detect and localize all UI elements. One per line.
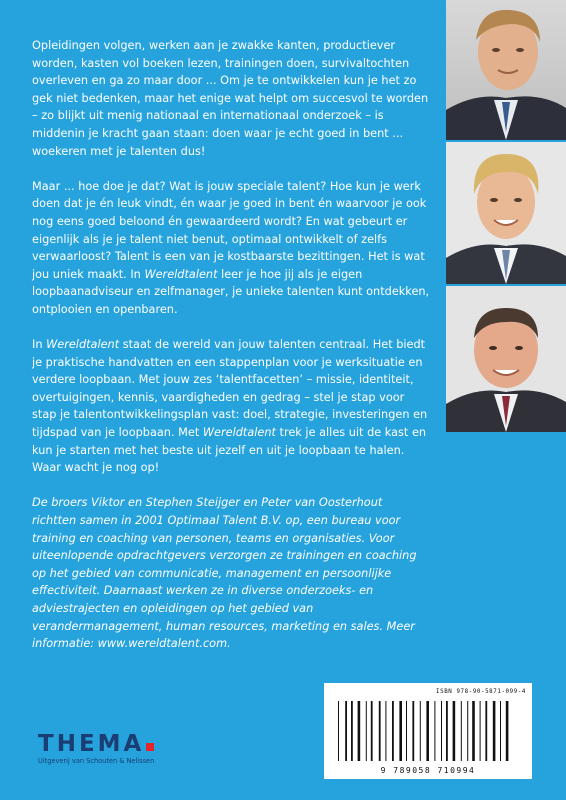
barcode-bar [493,701,496,761]
barcode-bar [412,701,414,761]
book-title-italic: Wereldtalent [202,426,276,440]
author-photo-3 [446,286,566,432]
paragraph-2-text-a: Maar ... hoe doe je dat? Wat is jouw speciale talent? Hoe kun je werk doen dat je én leuk vindt, én waar je goed in bent én waarvoor je ook nog eens goed beloond én gewaardeerd wordt? En wat gebeurt er eigenlijk als je je talent niet benut, optimaal ontwikkelt of zelfs verwaarloost? Talent is een van je kostbaarste bezittingen. Het is wat jou uniek maakt. In [32,179,427,281]
barcode-bar [426,701,429,761]
publisher-logo [38,732,154,765]
barcode-bar [461,701,462,761]
logo-word-text: THEMA [38,731,145,757]
barcode-digits: 9 789058 710994 [380,766,476,775]
barcode-bar [500,701,501,761]
barcode-bar [420,701,421,761]
logo-subtitle: Uitgeverij van Schouten & Nelissen [38,757,155,765]
paragraph-3-text-c: trek je alles uit de kast en kun je starten met het beste uit jezelf en uit je loopbaan te halen. Waar wacht je nog op! [32,426,427,475]
book-title-italic: Wereldtalent [46,338,120,352]
author-bio: De broers Viktor en Stephen Steijger en Peter van Oosterhout richtten samen in 2001 Optimaal Talent B.V. op, een bureau voor training en coaching van personen, teams en organisaties. Voor uiteenlopende opdrachtgevers verzorgen ze trainingen en coaching op het gebied van communicatie, management en persoonlijke effectiviteit. Daarnaast werken ze in diverse onderzoeks- en adviestrajecten en opleidingen op het gebied van verandermanagement, human resources, marketing en sales. Meer informatie: www.wereldtalent.com. [32,496,417,651]
barcode-bar [371,701,373,761]
logo-red-square-icon [146,743,154,751]
barcode-bar [472,701,475,761]
barcode-bar [480,701,481,761]
barcode-bar [351,701,353,761]
paragraph-3 [32,336,430,477]
barcode-bar [506,701,509,761]
barcode-bar [406,701,407,761]
isbn-barcode [324,683,532,779]
paragraph-2 [32,178,430,319]
logo-wordmark [38,732,154,756]
barcode-bar [366,701,367,761]
barcode-bar [392,701,394,761]
author-photo-1 [446,0,566,140]
barcode-bars [324,683,532,779]
barcode-bar [434,701,435,761]
paragraph-1 [32,37,430,160]
barcode-bar [453,701,456,761]
paragraph-3-text-b: staat de wereld van jouw talenten centraal. Het biedt je praktische handvatten en een stappenplan voor je werksituatie en verdere loopbaan. Met jouw zes ‘talentfacetten’ – missie, identiteit, overtuigingen, kennis, vaardigheden en gedrag – stel je stap voor stap je talentontwikkelingsplan vast: doel, strategie, investeringen en tijdspad van je loopbaan. Met [32,338,428,440]
barcode-bar [345,701,347,761]
barcode-bar [399,701,402,761]
barcode-bar [379,701,381,761]
barcode-bar [358,701,361,761]
barcode-bar [467,701,468,761]
barcode-bar [485,701,487,761]
paragraph-2-text-b: leer je hoe jij als je eigen loopbaanadviseur en zelfmanager, je unieke talenten kunt ontdekken, ontplooien en openbaren. [32,267,430,316]
back-cover-text [32,37,430,670]
paragraph-1-text: Opleidingen volgen, werken aan je zwakke kanten, productiever worden, kasten vol boeken lezen, trainingen doen, survivaltochten overleven en ga zo maar door ... Om je te ontwikkelen kun je het zo gek niet bedenken, maar het enige wat helpt om succesvol te worden – zo blijkt uit menig nationaal en internationaal onderzoek – is middenin je kracht gaan staan: doen waar je echt goed in bent ... woekeren met je talenten dus! [32,39,429,158]
isbn-label: ISBN 978-90-5871-099-4 [436,689,526,695]
barcode-bar [385,701,386,761]
book-title-italic: Wereldtalent [144,267,218,281]
paragraph-3-text-a: In [32,338,47,352]
author-photo-2 [446,142,566,284]
barcode-bar [441,701,442,761]
barcode-bar [446,701,448,761]
barcode-bar [338,701,339,761]
